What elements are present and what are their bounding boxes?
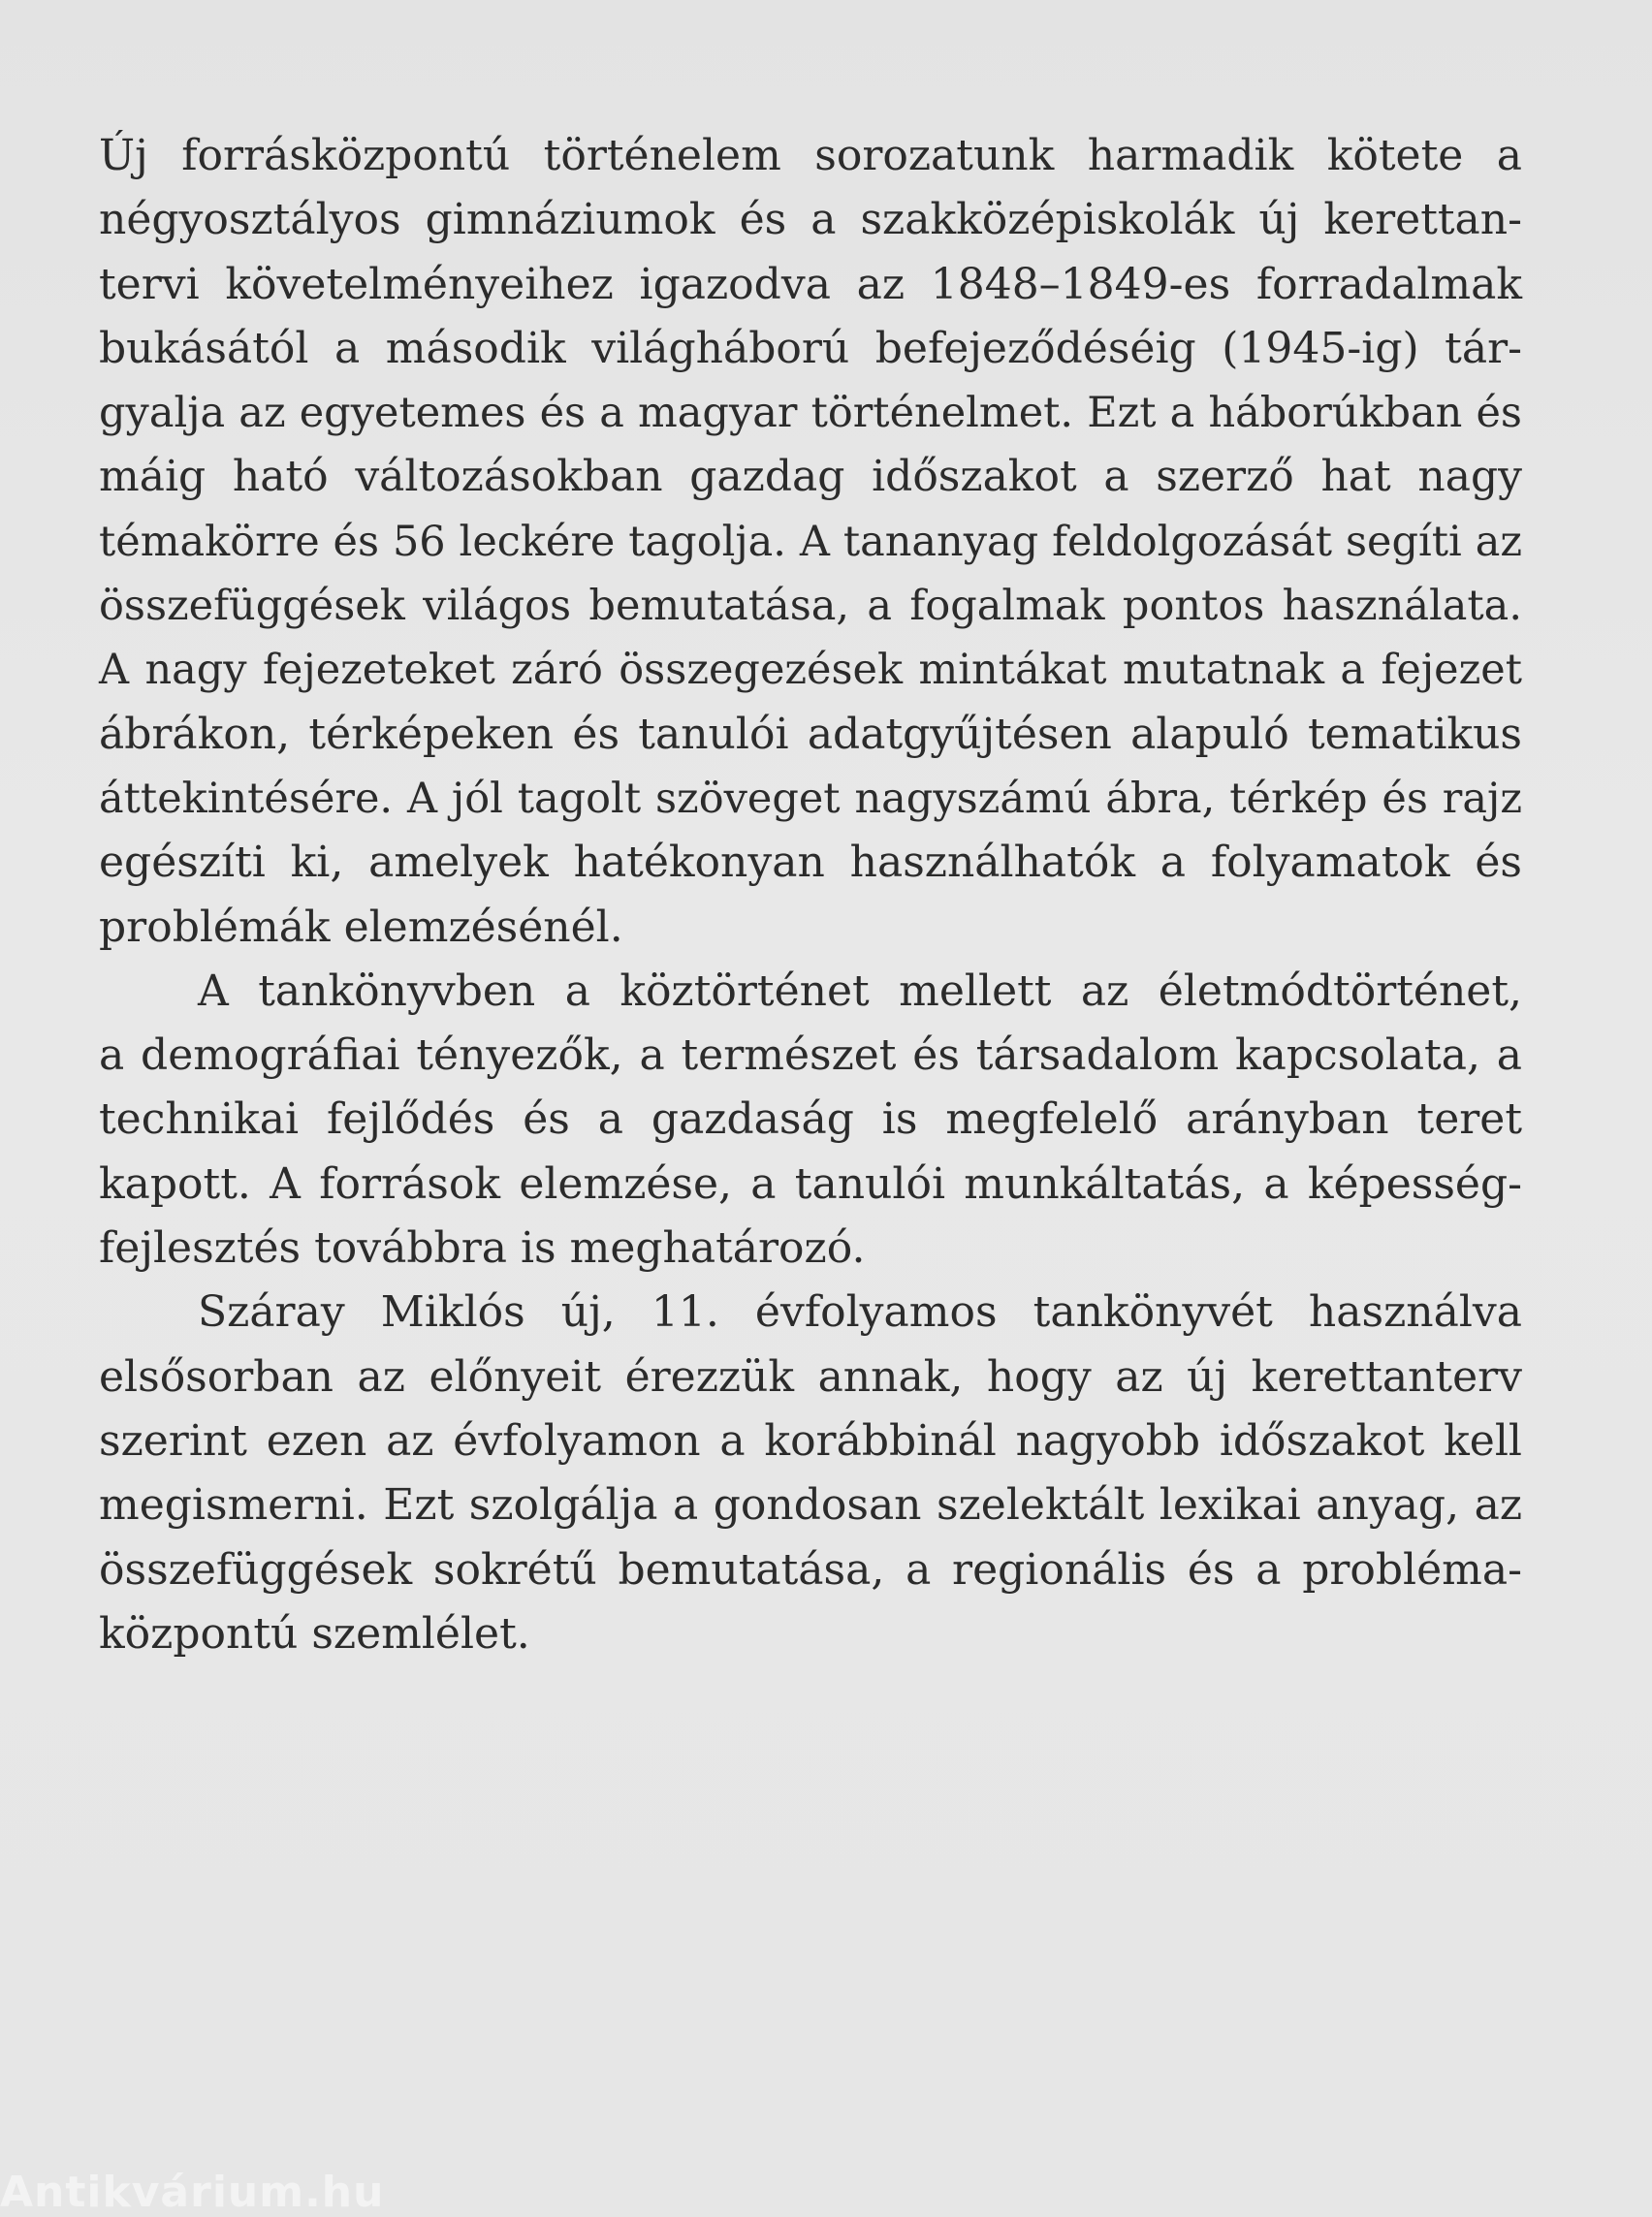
paragraph-3 [99, 1281, 1522, 1666]
site-watermark: Antikvárium.hu [0, 2168, 385, 2217]
text-line: tervi követelményeihez igazodva az 1848–1849-es forradalmak [99, 259, 1522, 309]
text-line: négyosztályos gimnáziumok és a szakközépiskolák új kerettan- [99, 195, 1522, 245]
text-line: problémák elemzésénél. [99, 902, 623, 952]
text-line: A nagy fejezeteket záró összegezések mintákat mutatnak a fejezet [99, 646, 1522, 695]
text-line: kapott. A források elemzése, a tanulói munkáltatás, a képesség- [99, 1158, 1522, 1209]
text-line: megismerni. Ezt szolgálja a gondosan szelektált lexikai anyag, az [99, 1480, 1522, 1531]
text-line: összefüggések sokrétű bemutatása, a regionális és a probléma- [99, 1544, 1522, 1595]
text-line: technikai fejlődés és a gazdaság is megfelelő arányban teret [99, 1094, 1522, 1145]
text-line: összefüggések világos bemutatása, a fogalmak pontos használata. [99, 582, 1522, 631]
text-line: A tankönyvben a köztörténet mellett az életmódtörténet, [198, 966, 1522, 1016]
text-line: egészíti ki, amelyek hatékonyan használhatók a folyamatok és [99, 838, 1522, 888]
text-line: a demográfiai tényezők, a természet és társadalom kapcsolata, a [99, 1030, 1522, 1081]
text-line: Új forrásközpontú történelem sorozatunk harmadik kötete a [99, 131, 1522, 180]
paragraph-2 [99, 960, 1522, 1281]
text-line: szerint ezen az évfolyamon a korábbinál nagyobb időszakot kell [99, 1415, 1522, 1466]
paragraph-1 [99, 124, 1522, 960]
text-line: ábrákon, térképeken és tanulói adatgyűjtésen alapuló tematikus [99, 709, 1522, 759]
back-cover-text [99, 124, 1522, 1666]
text-line: máig ható változásokban gazdag időszakot a szerző hat nagy [99, 452, 1522, 502]
text-line: központú szemlélet. [99, 1608, 530, 1659]
text-line: gyalja az egyetemes és a magyar történelmet. Ezt a háborúkban és [99, 389, 1522, 438]
text-line: bukásától a második világháború befejeződéséig (1945-ig) tár- [99, 323, 1522, 373]
text-line: Száray Miklós új, 11. évfolyamos tankönyvét használva [198, 1287, 1522, 1338]
text-line: fejlesztés továbbra is meghatározó. [99, 1223, 866, 1274]
text-line: áttekintésére. A jól tagolt szöveget nagyszámú ábra, térkép és rajz [99, 774, 1522, 823]
text-line: témakörre és 56 leckére tagolja. A tananyag feldolgozását segíti az [99, 517, 1522, 566]
text-line: elsősorban az előnyeit érezzük annak, hogy az új kerettanterv [99, 1351, 1522, 1402]
